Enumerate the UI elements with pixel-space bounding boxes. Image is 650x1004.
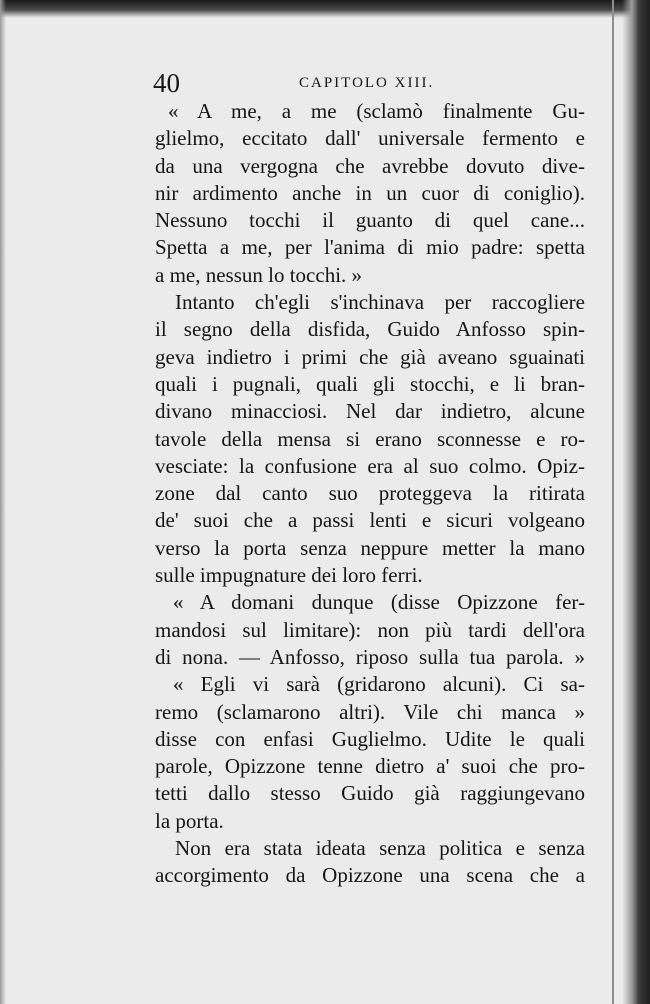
text-line: vesciate: la confusione era al suo colmo. Opiz- [155, 453, 585, 478]
text-line: Spetta a me, per l'anima di mio padre: spetta [155, 235, 585, 260]
text-line: « A domani dunque (disse Opizzone fer- [173, 590, 585, 615]
text-line: quali i pugnali, quali gli stocchi, e li bran- [155, 371, 585, 396]
text-line: parole, Opizzone tenne dietro a' suoi che pro- [155, 754, 585, 779]
text-line: remo (sclamarono altri). Vile chi manca » [155, 699, 585, 724]
text-line: il segno della disfida, Guido Anfosso spin- [155, 317, 585, 342]
text-line: verso la porta senza neppure metter la mano [155, 535, 585, 560]
text-line: da una vergogna che avrebbe dovuto dive- [155, 153, 585, 178]
body-text [155, 98, 585, 890]
text-line: « Egli vi sarà (gridarono alcuni). Ci sa- [173, 672, 585, 697]
text-line: glielmo, eccitato dall' universale fermento e [155, 126, 585, 151]
text-line: de' suoi che a passi lenti e sicuri volgeano [155, 508, 585, 533]
page-header [153, 66, 583, 100]
text-line: Non era stata ideata senza politica e senza [175, 836, 585, 861]
text-line: di nona. — Anfosso, riposo sulla tua parola. » [155, 644, 585, 669]
text-line: « A me, a me (sclamò finalmente Gu- [168, 99, 585, 123]
text-line: nir ardimento anche in un cuor di coniglio). [155, 180, 585, 205]
text-line: mandosi sul limitare): non più tardi dell'ora [155, 617, 585, 642]
running-head: CAPITOLO XIII. [299, 75, 435, 91]
page-number: 40 [153, 68, 180, 98]
right-page-edge [622, 0, 650, 1004]
top-page-shadow [0, 0, 650, 18]
text-line: accorgimento da Opizzone una scena che a [155, 863, 585, 888]
text-line: sulle impugnature dei loro ferri. [155, 563, 423, 588]
left-page-shadow [0, 0, 6, 1004]
text-line: disse con enfasi Guglielmo. Udite le quali [155, 726, 585, 751]
text-line: a me, nessun lo tocchi. » [155, 262, 363, 287]
text-line: tetti dallo stesso Guido già raggiungevano [155, 781, 585, 806]
text-line: geva indietro i primi che già aveano sguainati [155, 344, 585, 369]
text-line: Nessuno tocchi il guanto di quel cane... [155, 208, 585, 233]
text-line: zone dal canto suo proteggeva la ritirata [155, 481, 585, 506]
text-line: tavole della mensa si erano sconnesse e ro- [155, 426, 585, 451]
text-line: Intanto ch'egli s'inchinava per raccogliere [175, 290, 585, 315]
text-line: la porta. [155, 808, 224, 833]
binding-line [612, 0, 614, 1004]
text-line: divano minacciosi. Nel dar indietro, alcune [155, 399, 585, 424]
